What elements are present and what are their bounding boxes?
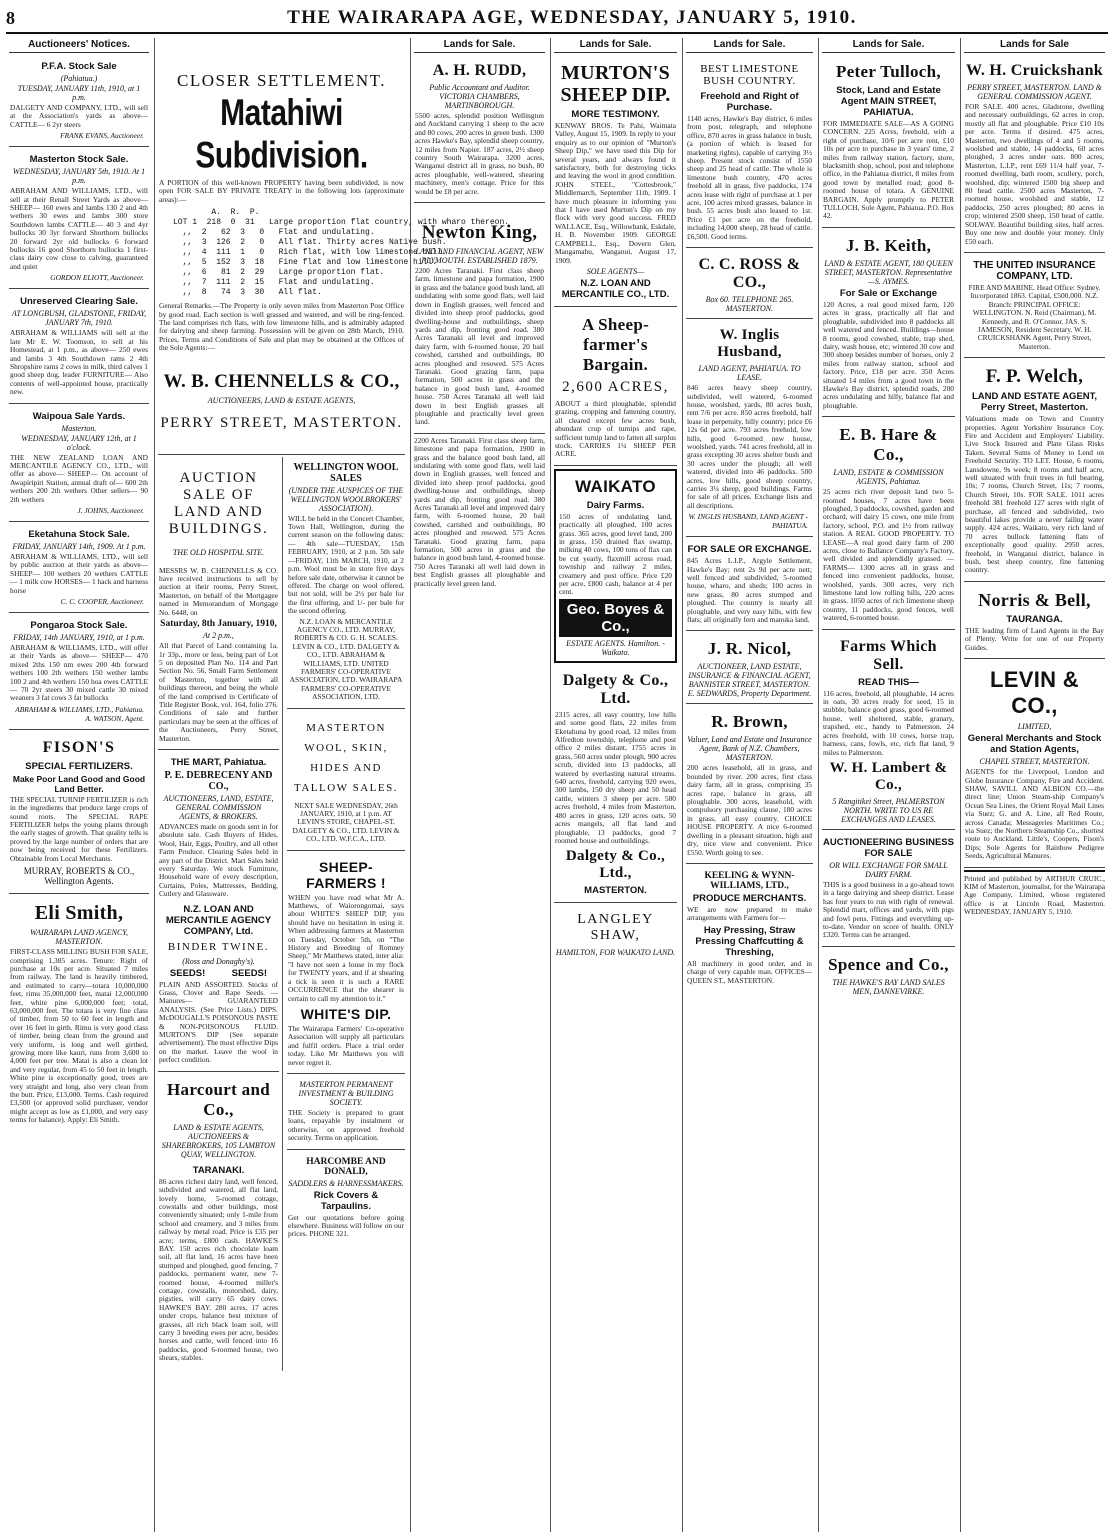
seeds-body: PLAIN AND ASSORTED. Stocks of Grass, Clover and Rape Seeds. —Manures— GUARANTEED ANALYSIS. (See Price Lists.) DIPS. McDOUGALL'S POISONOUS PASTE & NON-POISONOUS FLUID. MURTON'S DIP (See separate advertisement). The most effective Dips on the market. Leave the wool in perfect condition. [159,979,278,1065]
auction-body-2: All that Parcel of Land containing 1a. 1r 33p., more or less, being part of Lot 5 on deposited Plan No. 114 and Part Section No. 56, Small Farm Settlement of Masterton, together with all buildings thereon, and being the whole of the land comprised in Certificate of Title Register Book, vol. 164, folio 276. Conditions of sale and further particulars may be seen at the offices of the Auctioneers, Perry Street, Masterton. [159,641,278,743]
murton-title: MURTON'S SHEEP DIP. [560,62,671,106]
notice-date: FRIDAY, JANUARY 14th, 1909. At 1 p.m. [12,541,146,551]
section-heading: Lands for Sale. [554,38,677,53]
farms-title: Farms Which Sell. [840,637,937,673]
welch-sub: LAND AND ESTATE AGENT, Perry Street, Masterton. [971,391,1098,414]
keith-ad [822,230,955,417]
imprint: Printed and published by ARTHUR CRUIC., KIM of Masterton, journalist, for the Wairarapa Age Company, Limited, whose registered office is at Lincoln Road, Masterton. WEDNESDAY, JANUARY 5, 1910. [964,870,1105,917]
bargain-ad [554,309,677,466]
keith-sale: For Sale or Exchange [839,287,938,299]
inglis-body: 846 acres heavy sheep country, subdivided, well watered, 6-roomed house, woolshed, yards, 80 acres bush, rent 7/6 per acre. 850 acres freehold, half lease in perpetuity, hilly country; price £6 12s 6d per acre. 793 acres freehold, low hills, good 6-roomed new house, woolshed, yards. 741 acres freehold, all in grass excepting 30 acres shelter bush and 30 acres under the plough; all well watered, divided into 46 paddocks. 500 acres, low hills, good sheep country, carries 3¼ sheep, good buildings. Farms for sale of all prices. Exchange lists and all descriptions. [687,383,812,510]
brown-sub: Valuer, Land and Estate and Insurance Agent, Bank of N.Z. Chambers, MASTERTON. [687,735,812,763]
notice-date: WEDNESDAY, JANUARY 5th, 1910. At 1 p.m. [12,167,146,186]
sale-exchange-body: 845 Acres L.I.P., Argyle Settlement, Hawke's Bay; rent 2s 9d per acre nett; well fenced and subdivided, 5-roomed house, wharo, and sheds; 100 acres in new grass, 80 acres stumped and ploughed. The country is nearly all ploughable, and very easy hills, with few flats; all originally fern and manuka land. [687,556,812,625]
masthead-bar [6,7,1108,34]
notice-title: Unreserved Clearing Sale. [20,296,138,308]
united-title: THE UNITED INSURANCE COMPANY, LTD. [973,259,1096,282]
auction-notice [9,406,149,522]
hare-name: E. B. Hare & Co., [839,425,938,465]
harcombe-sub: SADDLERS & HARNESSMAKERS. [288,1178,404,1188]
levin-tagline: General Merchants and Stock and Station Agents, [967,733,1102,756]
cruickshank-sub: PERRY STREET, MASTERTON. LAND & GENERAL COMMISSION AGENT. [967,83,1102,101]
murton-testimony: MORE TESTIMONY. [571,109,660,120]
levin-name: LEVIN & CO., [990,667,1079,719]
hare-ad [822,419,955,630]
column-lands-3 [682,38,816,1532]
notice-title: P.F.A. Stock Sale [41,61,117,72]
keith-name: J. B. Keith, [845,235,932,255]
spence-name: Spence and Co., [828,954,949,974]
auctioneering-sub: OR WILL EXCHANGE FOR SMALL DAIRY FARM. [829,860,948,879]
auction-sub: THE OLD HOSPITAL SITE. [172,547,265,557]
norris-name: Norris & Bell, [978,589,1091,610]
wool-sales-ad [287,457,405,709]
langley-sub: HAMILTON, FOR WAIKATO LAND. [555,948,676,958]
united-insurance-ad [964,255,1105,358]
sole-agents: SOLE AGENTS— [586,266,645,276]
notice-title: Waipoua Sale Yards. [32,410,126,422]
tulloch-ad [822,56,955,228]
auction-notice [9,524,149,613]
taranaki-heading: TARANAKI. [192,1164,245,1176]
levin-body: AGENTS for the Liverpool, London and Globe Insurance Company, Fire and Accident. SHAW, SAVILL AND ALBION CO.—the direct line; Union Steam-ship Company's Ocean Sea Lines, the Orient Royal Mail Lines via Suez; G. and A. Line, all Red Route, across Canada; Messageries Maritimes Co.; via Suez; the Northern Steamship Co., shortest route to Auckland. Little's, Coopers, Fison's Dips; Sole Agents for Rainbow Pedigree Seeds, Agricultural Manures. [965,767,1104,861]
newton-body: 2200 Acres Taranaki. First class sheep farm, limestone and papa formation, 1900 in grass and the balance good bush land, all undulating with some good flats, well laid down in English grasses, well fenced and divided into sheep proof paddocks, good dwelling-house and outbuildings, sheep yards and dip, fronting good road. 380 Acres Taranaki all level and improved dairy farm, with 6-roomed house, 20 bail cowshed, cartshed and outbuildings, 80 acres ploughed and resowed. 575 Acres Taranaki. Good grazing farm, papa formation, 500 acres in grass and the balance in good bush land, 4-roomed house. 750 Acres Taranaki all well laid down in best English grasses all ploughable and practically level green land. [415,266,544,427]
notice-title: Pongaroa Stock Sale. [30,620,128,631]
keeling-body: WE are now prepared to make arrangements with Farmers for— [687,904,812,923]
chennells-address: PERRY STREET, MASTERTON. [160,414,403,431]
harcourt-name: Harcourt and Co., [167,1079,270,1119]
dalgety-ad [554,666,677,904]
harcombe-ad [287,1152,405,1245]
limestone-ad [686,56,813,248]
levin-ad [964,661,1105,867]
nicol-sub: AUCTIONEER, LAND ESTATE, INSURANCE & FINANCIAL AGENT, BANNISTER STREET, MASTERTON. E. SEDWARDS, Property Department. [687,662,812,699]
taranaki-body: 86 acres richest dairy land, well fenced, subdivided and watered, all flat land, lovely home, 5-roomed cottage, cowstalls and other buildings, most conveniently situated; only 1-mile from school and creamery, and 3 miles from railway by metal road. Price is £35 per acre; terms, £800 cash. HAWKE'S BAY. 150 acres rich chocolate loam soil, all flat land, 16 acres have been stumped and ploughed, good fencing, 7 paddocks, permanent water, new 7-roomed house, 4-roomed miller's cottage, cowstalls, motorshed, dairy, pigsties, will carry 65 dairy cows. HAWKE'S BAY. 280 acres, 17 acres under crops, balance best mixture of grasses, all rich black loam soil, will carry 3 breeding ewes per acre, besides horses and cattle, well fenced into 16 paddocks, good 6-roomed house, two shears, stables. [159,1176,278,1363]
auction-land-ad [158,457,279,750]
langley-ad [554,905,677,962]
wool-sales-sub: (UNDER THE AUSPICES OF THE WELLINGTON WOOLBROKERS' ASSOCIATION). [288,485,404,513]
ross-sub: Box 60. TELEPHONE 265. MASTERTON. [705,295,794,314]
inglis-sub: LAND AGENT, PAHIATUA. TO LEASE. [698,364,801,383]
hare-body: 25 acres rich river deposit land two 5-roomed houses, 7 acres have been ploughed, 3 paddocks, cowshed, garden and orchard, will dairy 15 cows, one mile from factory, school, P.O. and 1½ from railway station. A REAL GOOD PROPERTY. TO LEASE—A real good dairy farm of 200 acres, close to Ballance Company's Factory, well divided and splendidly grassed. —FARMS— 1300 acres all in grass and fenced into convenient paddocks, house, woolshed, yards. 300 acres, very rich limestone land low rolling hills, 220 acres in grass. 1050 acres of rich limestone sheep country, 11 paddocks, good fences, well watered, 6-roomed house. [823,487,954,623]
ross-ad [686,250,813,319]
inglis-name: W. Inglis Husband, [717,327,782,361]
building-society-ad [287,1076,405,1150]
lot-table: A. R. P. LOT 1 218 0 31 Large proportion flat country, with wharo thereon. ,, 2 62 3 0 Flat and undulating. ,, 3 126 2 0 All flat. Thirty acres Native bush. ,, 4 111 1 0 Rich flat, with low limestone hill. ,, 5 152 3 18 Fine flat and low limestone hill. ,, 6 81 2 29 Large proportion flat. ,, 7 111 2 15 Flat and undulating. ,, 8 74 3 30 All flat. [173,208,510,298]
welch-name: F. P. Welch, [985,366,1084,388]
dalgety-sign: Dalgety & Co., Ltd., [565,848,666,882]
lambert-sub: 5 Rangitikei Street, PALMERSTON NORTH. WRITE TO US RE EXCHANGES AND LEASES. [832,796,945,824]
welch-body: Valuations made on Town and Country properties. Agent Yorkshire Insurance Coy. Fire and Accident and Employers' Liability. Live Stock Insured and Plate Glass Risks Taken. Several Sums of Money to Lend on Freehold Security. TO LET. House, 6 rooms, Lansdowne, 9s week; 8 rooms and half acre, well situated with fruit trees in full bearing, 10s; 7 rooms, Church Street, 11s; 7 rooms, Church Street, 10s. FOR SALE. 1011 acres freehold 381 freehold 127 acres with right of purchase, all fenced and subdivided, two beautiful lakes provide a never failing water supply. 424 acres, Waikato, very rich land of 70 acres bullock fattening flats of exceptionally good quality. 2950 acres, freehold, in Wanganui district, balance in bush, best sheep country, fine fattening country. [965,414,1104,575]
waikato-body: 150 acres of undulating land, practically all ploughed, 100 acres grass. 365 acres, good level land, 200 in grass, 150 drained flax swamp, milking 40 cows, 100 tons of flax can be cut yearly, flaxmill across road, township and railway 2 miles, creamery and post office. Price £20 per acre, £800 cash, balance at 4 per cent. [559,511,672,597]
keith-body: 120 Acres, a real good mixed farm, 120 acres in grass, practically all flat and ploughable, subdivided into 8 paddocks all well watered and fenced. Buildings—house 8 rooms, good cowshed, stable, trap shed, dairy, wash house, etc; wintered 30 cow and 300 sheep besides number of horses, only 2 miles from railway station, school and factory. Price, £18 per acre. 350 Acres situated 14 miles from a good town in the Hawke's Bay district, splendid roads, 200 acres undulating and hilly, balance flat and ploughable. [823,299,954,410]
column-lands-5 [960,38,1108,1532]
chennells-sub: AUCTIONEERS, LAND & ESTATE AGENTS, [207,395,356,405]
debreceny-body: ADVANCES made on goods sent in for absolute sale. Cash Buyers of Hides, Wool, Hair, Eggs, Poultry, and all other Farm Produce. Clearing Sales held in any part of the District. Mart Sales held every Saturday. We stock Furniture, Household ware of every description, Curtains, Poles, Mattresses, Bedding, Cutlery and Glassware. [159,821,278,899]
hay-heading: Hay Pressing, Straw Pressing Chaffcutting & Threshing, [695,924,804,958]
keeling-ad [686,866,813,991]
lambert-name: W. H. Lambert & Co., [829,759,948,793]
whites-dip-title: WHITE'S DIP. [300,1005,392,1022]
boyes-sub: ESTATE AGENTS. Hamilton. - Waikato. [566,638,665,657]
notice-signature: J. JOHNS, Auctioneer. [77,505,144,515]
twine-sub: (Ross and Donaghy's). [182,956,255,966]
matahiwi-intro: A PORTION of this well-known PROPERTY having been subdivided, is now open FOR SALE BY PRIVATE TREATY in the following lots (approximate areas):— [159,178,404,204]
ross-name: C. C. ROSS & CO., [698,256,801,292]
harcombe-name: HARCOMBE AND DONALD, [306,1156,386,1177]
column-auctioneers [6,38,152,1532]
nicol-name: J. R. Nicol, [707,639,792,659]
dalgety-title: Dalgety & Co., Ltd. [562,671,669,707]
building-society-title: MASTERTON PERMANENT INVESTMENT & BUILDING SOCIETY. [298,1079,394,1107]
notice-signature: C. C. COOPER, Auctioneer. [60,597,144,606]
auction-notice [9,149,149,289]
smith-body: FIRST-CLASS MILLING BUSH FOR SALE, comprising 1,385 acres. Tenure: Right of purchase at 10s per acre. Situated 7 miles from railway. The land is heavily timbered, and estimated to carry—totara 10,000,000 feet, rimu 35,000,000 feet, matai 12,000,000 feet, white pine 6,000,000 feet; total, 63,000,000 feet. The totara is very fine class of timber, from 50 to 60 feet in length and over 16 feet in girth. Rimu is very good class of timber, being clean from the ground and very uniform, is long and well girthed, growing more like kauri, runs from 3,600 to 4,000 feet per tree. Matai is also a clean lot and very regular, from 45 to 50 feet in length. White pine is exceptionally good, trees are very straight and long, also very clean from the butt. Price, £13,000. Terms. Cash required £3,500 (or approved solid purchaser, vendor might accept as low as £1,000, and very easy terms for balance). Apply: Eli Smith. [10,947,148,1125]
newton-name: Newton King, [421,222,538,244]
bargain-body: ABOUT a third ploughable, splendid grazing, cropping and fattening country, all cleared except few acres bush, abundant crop of turnips and rape, sufficient turnip land to fatten all surplus stock. CARRIES 1¼ SHEEP PER ACRE. [555,398,676,459]
closer-heading: CLOSER SETTLEMENT. [177,71,386,90]
auction-title: AUCTION SALE OF LAND AND BUILDINGS. [168,469,269,537]
fisons-subtitle: SPECIAL FERTILIZERS. [25,760,133,772]
fisons-body: THE SPECIAL TURNIP FERTILIZER is rich in the ingredients that produce large crops of sound roots. The SPECIAL RAPE FERTILIZER helps the young plants through the early stages of growth. That quality tells is proved by the large number of orders that are now being received for these Fertilizers. Obtainable from Local Merchants. [10,794,148,863]
waikato-box [554,469,677,663]
brown-ad [686,706,813,863]
section-heading: Lands for Sale. [686,38,813,53]
column-lands-2 [550,38,680,1532]
sheep-farmers-title: SHEEP-FARMERS ! [306,858,386,891]
waikato-sub: Dairy Farms. [586,499,645,511]
farms-sub: READ THIS— [858,676,919,688]
farms-body: 116 acres, freehold, all ploughable, 14 acres in oats, 30 acres ready for seed, 15 in stubble, balance good grass, good 6-roomed house, well sheltered, stable, granary, trapshed, etc., handy to Palmerston. 24 acres freehold, with 10 cows, horse trap, harness, cans, fowls, etc, rich flat land, 9 miles to Palmerston. [823,688,954,757]
masterton-wool-body: NEXT SALE WEDNESDAY, 26th JANUARY, 1910, at 1 p.m. AT LEVIN'S STORE, CHAPEL-ST. DALGETY & CO., LTD. LEVIN & CO., LTD. W.F.C.A., LTD. [292,800,400,844]
auction-body: MESSRS W. B. CHENNELLS & CO. have received instructions to sell by auction at their rooms, Perry Street, Masterton, on behalf of the Mortgagee named in Memorandum of Mortgage No. 6448, on [159,565,278,617]
section-heading: Lands for Sale [964,38,1105,53]
sale-exchange-ad [686,539,813,631]
notice-signature: ABRAHAM & WILLIAMS, LTD., Pahiatua. A. WATSON, Agent. [15,704,144,723]
page-number: 8 [6,8,15,28]
column-lands-1 [410,38,548,1532]
notice-body: DALGETY AND COMPANY, LTD., will sell at the Association's yards as above— CATTLE— 6 2yr steers [10,103,148,129]
notice-body: ABRAHAM & WILLIAMS, LTD., will sell by public auction at their yards as above— SHEEP— 100 wethers 20 wethers CATTLE— 1 milk cow HORSES— 1 hack and harness horse [10,551,148,595]
fisons-title: FISON'S [42,738,116,756]
brown-name: R. Brown, [711,712,788,732]
notice-date: TUESDAY, JANUARY 11th, 1910, at 1 p.m. [17,84,141,102]
norris-ad [964,584,1105,659]
hay-body: All machinery in good order, and in charge of very capable man. OFFICES—QUEEN ST., MASTERTON. [687,958,812,985]
tulloch-name: Peter Tulloch, [836,62,941,81]
dalgety-location: MASTERTON. [584,885,647,897]
notice-body: THE NEW ZEALAND LOAN AND MERCANTILE AGENCY CO., LTD., will offer as above— SHEEP— On account of Awapiripiri Station, annual draft of— 600 2th wethers 200 2th wethers Other sellers— 90 2th wethers [10,452,148,504]
rick-covers: Rick Covers & Tarpaulins. [313,1189,379,1212]
tulloch-sub: Stock, Land and Estate Agent MAIN STREET, PAHIATUA. [836,85,941,118]
hare-sub: LAND, ESTATE & COMMISSION AGENTS, Pahiatua. [833,468,944,487]
sheep-farmers-ad [287,853,405,1074]
notice-date: FRIDAY, 14th JANUARY, 1910, at 1 p.m. [13,633,145,642]
mart-ad [158,752,279,1072]
smith-subtitle: WAIRARAPA LAND AGENCY, MASTERTON. [29,928,129,947]
rudd-body: 5500 acres, splendid position Wellington and Auckland carrying 1 sheep to the acre and 80 cows, 200 acres in green bush. 1300 acres Hawke's Bay, splendid sheep country, 12 miles from Napier. 187 acres, 2½ sheep country South Wairarapa. 3200 acres, Wanganui district all in grass, no bush, 80 acres ploughable, well-watered, shearing machinery, men's cottage. Price for this would be £8 per acre. [415,111,544,196]
spence-ad [822,949,955,1001]
notice-subtitle: Masterton. [61,423,97,433]
wool-sales-list: N.Z. LOAN & MERCANTILE AGENCY CO., LTD. MURRAY, ROBERTS & CO. G. H. SCALES. LEVIN & CO., LTD. DALGETY & CO., LTD. ABRAHAM & WILLIAMS, LTD. UNITED FARMERS' CO-OPERATIVE ASSOCIATION, LTD. WAIRARAPA FARMERS' CO-OPERATIVE ASSOCIATION, LTD. [289,616,403,702]
cruickshank-body: FOR SALE. 400 acres, Gladstone, dwelling and necessary outbuildings, 62 acres in crop, mostly all flat and ploughable. Price £10 10s per acre. Terms if desired. 475 acres, Masterton, two dwellings of 4 and 5 rooms, woolshed and stable, 14 paddocks, 60 acres ploughed, 3 acres under oats. 800 acres, Masterton, L.I.P., rent £69 11/4 half year, 7-roomed dwelling, bath room, scullery, porch, woolshed, dip; wintered 1500 big sheep and 80 head cattle. 2500 acres Masterton, 7-roomed house, woolshed and stable, 12 paddocks, 250 acres ploughed; 80 acres in crop; wintered 2500 sheep, 150 head of cattle. SOLWAY. Beautiful building sites, half acres. Buy one now and double your money. Only £50 each. [965,102,1104,246]
rick-covers-body: Get our quotations before going elsewhere. Business will follow on our prices. PHONE 321. [288,1212,404,1239]
masterton-wool-title: MASTERTON WOOL, SKIN, HIDES AND TALLOW SALES. [294,721,398,794]
nicol-ad [686,633,813,704]
notice-body: ABRAHAM AND WILLIAMS, LTD., will sell at their Renall Street Yards as above— SHEEP— 160 ewes and lambs 130 2 and 4th wethers 30 ewes and lambs 300 store Southdown lambs CATTLE— 40 3 and 4yr bullocks 30 3yr forward Shorthorn bullocks 20 forward 2yr old bullocks 6 forward bullocks 16 good Shorthorn bullocks 1 first-class dairy cow close to calving, guaranteed and quiet [10,186,148,271]
keith-sub: LAND & ESTATE AGENT, 180 QUEEN STREET, MASTERTON. Representative—S. AYMES. [824,258,953,286]
notice-body: ABRAHAM & WILLIAMS, LTD., will offer at their Yards as above— SHEEP— 470 mixed 2ths 150 nm ewes 200 4th forward wethers 100 2th wethers 150 wether lambs 100 2 and 4th wethers 150 hoa ewes CATTLE— 70 2yr steers 30 mixed cattle 30 mixed weaners 3 fat cows 3 fat bullocks [10,643,148,703]
welch-ad [964,360,1105,582]
subcol-left [158,457,283,1371]
notice-signature: GORDON ELIOTT, Auctioneer. [50,273,144,283]
harcourt-sub: LAND & ESTATE AGENTS, AUCTIONEERS & SHAREBROKERS, 105 LAMBTON QUAY, WELLINGTON. [161,1122,276,1159]
twine-heading: BINDER TWINE. [167,940,270,953]
auction-date: Saturday, 8th January, 1910, [160,619,277,630]
newton-sub: LAND AND FINANCIAL AGENT, NEW PLYMOUTH. ESTABLISHED 1879. [415,247,544,266]
keeling-name: KEELING & WYNN-WILLIAMS, LTD., [704,870,795,891]
auction-notice [9,291,149,403]
sale-exchange-title: FOR SALE OR EXCHANGE. [687,544,812,556]
fisons-agent: MURRAY, ROBERTS & CO., Wellington Agents. [23,866,135,887]
limestone-body: 1140 acres, Hawke's Bay district, 6 miles from post, telegraph, and telephone office, 870 acres in grass balance in bush, (a portion of which is leased for marketing rights), capable of carrying 3½ sheep. Present stock consist of 1550 sheep and 25 head of cattle. The whole is limestone bush country, 470 acres freehold all in grass, five paddocks, 174 acres lease with right of purchase at 1 per acre, 100 acres mixed grasses, balance in bush. 55 acres bush also leased to 1st. Price £1 per acre on the freehold, including 14,000 sheep, 28 head of cattle. £6,500. Good terms. [687,114,812,241]
rudd-name: A. H. RUDD, [432,62,527,79]
masthead-title: THE WAIRARAPA AGE, WEDNESDAY, JANUARY 5, 1910. [287,7,857,28]
fisons-tagline: Make Poor Land Good and Good Land Better. [12,773,146,794]
smith-title: Eli Smith, [34,902,124,925]
bargain-title: A Sheep-farmer's Bargain. [581,314,650,374]
auction-notice [9,615,149,730]
auction-notice [9,56,149,147]
section-heading: Lands for Sale. [822,38,955,53]
levin-address: CHAPEL STREET, MASTERTON. [979,757,1090,767]
notice-signature: FRANK EVANS, Auctioneer. [60,131,144,141]
spence-sub: THE HAWKE'S BAY LAND SALES MEN, DANNEVIRKE. [832,977,945,996]
notice-subtitle: (Pahiatua.) [60,74,98,83]
newton-king-ad [414,205,545,434]
levin-sub: LIMITED, [1017,722,1052,732]
nzloan-name: N.Z. LOAN AND MERCANTILE AGENCY COMPANY, Ltd. [165,903,272,937]
debreceny-name: P. E. DEBRECENY AND CO., [164,769,273,792]
building-society-body: THE Society is prepared to grant loans, repayable by instalment or otherwise, on approved freehold security. Terms on application. [288,1107,404,1143]
notice-title: Eketahuna Stock Sale. [28,528,130,540]
dalgety-body: 2315 acres, all easy country, low hills and some good flats, 22 miles from Eketahuna by good road, 12 miles from Alfredton township, telephone and post office 2 miles distant, 1755 acres in grass, 560 acres under plough, 900 acres scrub, divided into 13 paddocks, all watered by everlasting natural streams. 640 acres, freehold, carrying 920 ewes, 300 lambs, 150 dry sheep and 50 head cattle, winters 3 sheep per acre. 580 acres freehold, 4 miles from Masterton, 480 acres in grass, 120 acres oats, 50 acres mangels, all flat land and ploughable, 13 paddocks, good 7 roomed house and outbuildings. [555,709,676,845]
debreceny-sub: AUCTIONEERS, LAND, ESTATE, GENERAL COMMISSION AGENTS, & BROKERS. [163,793,274,821]
sheep-farmers-body: WHEN you have read what Mr A. Matthews, of Waiorongomai, says about WHITE'S SHEEP DIP, you should have no hesitation in using it. When addressing farmers at Masterton on Tuesday, October 5th, on "The History and Breeding of Romney Sheep," Mr Matthews stated, inter alia: "I have not seen a louse in my flock for TWENTY years, and if at shearing a tick is seen it is such a RARE OCCURRENCE that the shearer is certain to call my attention to it." [288,892,404,1003]
auction-notices [9,56,149,730]
inglis-ad [686,321,813,537]
limestone-title: BEST LIMESTONE BUSH COUNTRY. [700,63,799,87]
united-body: FIRE AND MARINE. Head Office: Sydney. Incorporated 1863. Capital, £500,000. N.Z. Branch: PRINCIPAL OFFICE: WELLINGTON. N. Reid (Chairman), M. Kennedy, and R. O'Connor. JAS. S. JAMESON, Resident Secretary. W. H. CRUICKSHANK Agent, Perry Street, Masterton. [968,282,1101,351]
section-heading: Auctioneers' Notices. [9,38,149,53]
whites-dip-body: The Wairarapa Farmers' Co-operative Association will supply all particulars and fulfil orders. Place a trial order today. Like Mr Matthews you will never regret it. [288,1023,404,1067]
cruickshank-name: W. H. Cruickshank [966,62,1103,79]
norris-sub: TAURANGA. [1006,613,1063,625]
farms-ad [822,632,955,830]
masterton-wool-ad [287,711,405,851]
eli-smith-ad [9,896,149,1131]
matahiwi-remarks: General Remarks.—The Property is only seven miles from Masterton Post Office by good road. Each section is well grassed and watered, and will be ring-fenced. The land comprises rich flats, with low limestone hills, and is admirably adapted for dairying and sheep farming. Possession will be given on 28th March, 1910. Prices, Terms and Conditions of Sale and plan may be obtained at the Offices of the Sole Agents:— [159,301,404,353]
auction-time: At 2 p.m., [203,631,234,641]
tulloch-body: FOR IMMEDIATE SALE—AS A GOING CONCERN. 225 Acres, freehold, with a right of purchase, 10/6 per acre rent, £10 10s per acre to purchase in 3 years' time, 2 miles from railway station, factory, store, blacksmith shop, school, post and telephone office, in the Pahiatua district, 8 miles from good town by metalled road; good 8-roomed house of totara. A GENUINE BARGAIN. Apply promptly to PETER TULLOCH, Sole Agent, Pahiatua. P.O. Box 42. [823,119,954,221]
produce-heading: PRODUCE MERCHANTS. [692,892,807,904]
rudd-sub: Public Accountant and Auditor. VICTORIA CHAMBERS, MARTINBOROUGH. [429,83,530,110]
subcol-right [287,457,405,1371]
wool-sales-body: WILL be held in the Concert Chamber, Town Hall, Wellington, during the current season on the following dates:— 4th sale—TUESDAY, 15th FEBRUARY, 1910, at 2 p.m. 5th sale—FRIDAY, 11th MARCH, 1910, at 2 p.m. Wool must be in store five days before sale date, otherwise it cannot be offered. The charge on wool offered, but not sold, will be 2½ per bale for the first offering, and 1/- per bale for the second offering. [288,513,404,616]
seeds-heading: SEEDS! SEEDS! [169,967,268,979]
brown-body: 200 acres leasehold, all in grass, and bounded by river. 200 acres, first class dairy farm, all in grass, comprising 35 acres rape, balance in grass, all ploughable. 300 acres, leasehold, with compulsory purchasing clause, 180 acres in grass, all easy country. CHOICE HOUSE PROPERTY. A nice 6-roomed dwelling in a pleasant situation, high and dry, nice view and convenient. Price £550. Worth going to see. [687,763,812,857]
bargain-acres: 2,600 ACRES, [562,378,669,395]
section-heading: Lands for Sale. [414,38,545,53]
notice-body: ABRAHAM & WILLIAMS will sell at the late Mr E. W. Toomson, to sell at his Homestead, at 1 p.m., as above— 250 ewes and lambs 3 4th Southdown rams 2 4th Shropshire rams 2 cows in milk, third calves 1 good sheep dog, leader FURNITURE— Also contents of well-appointed house, practically new. [10,328,148,397]
notice-date: WEDNESDAY, JANUARY 12th, at 1 o'clock. [21,433,137,452]
inglis-signature: W. INGLIS HUSBAND, LAND AGENT - PAHIATUA. [688,512,808,531]
auctioneering-body: THIS is a good business in a go-ahead town in a large dairying and sheep district. Lease has four years to run with right of renewal. Splendid mart, offices and yards, with pigs and fowl pens. Fittings and everything up-to-date. Vendor on score of health. ONLY £320. Terms can be arranged. [823,879,954,940]
fisons-ad [9,732,149,894]
chennells-name: W. B. CHENNELLS & CO., [163,370,400,392]
notice-date: AT LONGBUSH, GLADSTONE, FRIDAY, JANUARY 7th, 1910. [11,309,147,328]
langley-name: LANGLEY SHAW, [577,912,654,944]
sole-agents-co: N.Z. LOAN AND MERCANTILE CO., LTD. [561,277,670,300]
norris-body: THE leading firm of Land Agents in the Bay of Plenty. Write for one of our Property Guides. [965,625,1104,652]
matahiwi-heading: Matahiwi Subdivision. [195,92,368,177]
limestone-sub: Freehold and Right of Purchase. [700,91,799,113]
wool-sales-title: WELLINGTON WOOL SALES [293,461,399,484]
harcourt-ad [158,1074,279,1369]
waikato-title: WAIKATO [575,476,656,496]
column-lands-4 [818,38,958,1532]
notice-title: Masterton Stock Sale. [29,154,129,166]
rudd-ad [414,56,545,203]
mart-title: THE MART, Pahiatua. [170,756,267,768]
murton-body: KENWAY BROS. Te Pahi, Waimata Valley, August 15, 1909. In reply to your enquiry as to our opinion of "Murton's Sheep Dip," we have used this Dip for several years, and always found it satisfactory, both for destroying ticks and leaving the wool in good condition. JOHN STEEL, "Cottesbrook," Middlemarch, September 11th, 1909. I have much pleasure in informing you that I have used Murton's Dip on my flock with very good success. FRED WALLACE, Esq., Willowbank, Eskdale, H. B. November 1909. GEORGE CAMPBELL, Esq., Dovern Glen, Mangamahu, Wanganui, August 17, 1909. [555,121,676,265]
cruickshank-ad [964,56,1105,253]
auctioneering-ad [822,832,955,947]
column-filler: 2200 Acres Taranaki. First class sheep farm, limestone and papa formation, 1900 in grass and the balance good bush land, all undulating with some good flats, well laid down in English grasses, well fenced and divided into sheep proof paddocks, good dwelling-house and outbuildings, sheep yards and dip, fronting good road. 380 Acres Taranaki all level and improved dairy farm, with 6-roomed house, 20 bail cowshed, cartshed and outbuildings, 80 acres ploughed and resowed. 575 Acres Taranaki. Good grazing farm, papa formation, 500 acres in grass and the balance in good bush land, 4-roomed house. 750 Acres Taranaki all well laid down in best English grasses all ploughable and practically level green land. [414,435,545,588]
murton-ad [554,56,677,307]
boyes-banner: Geo. Boyes & Co., [559,599,672,637]
auctioneering-title: AUCTIONEERING BUSINESS FOR SALE [823,836,954,859]
